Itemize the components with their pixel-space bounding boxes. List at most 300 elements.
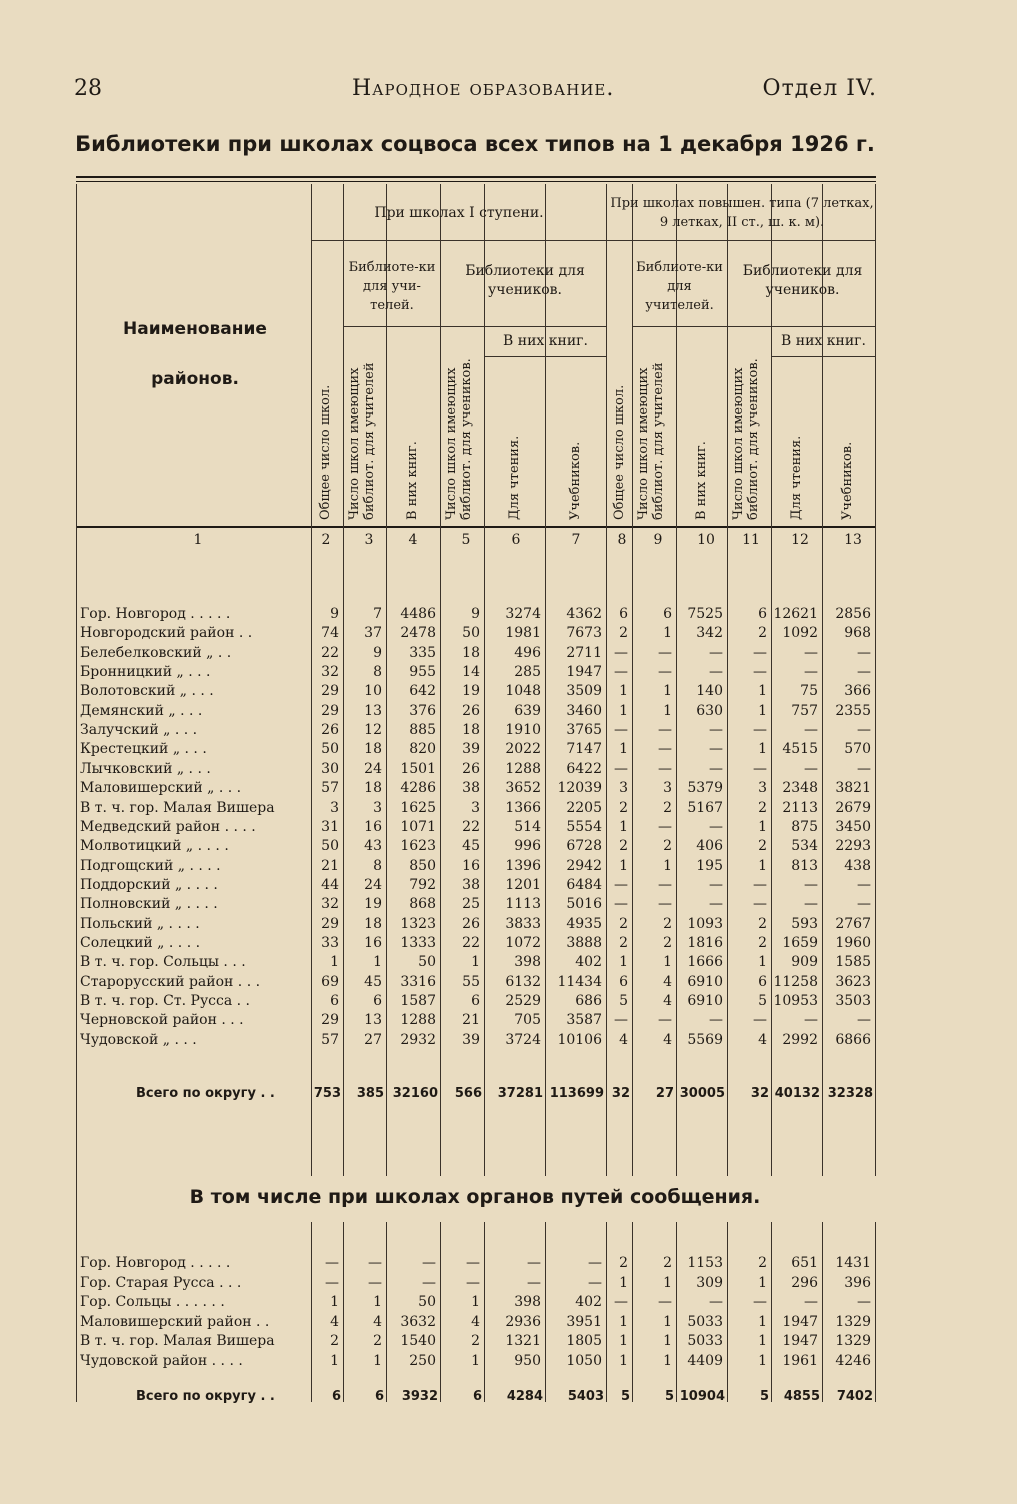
total-cell: 385 [356,1086,384,1101]
table-cell: 438 [844,857,871,874]
table-cell: 50 [462,625,480,642]
table-cell: 6 [758,973,767,990]
table-cell: 1585 [835,954,871,971]
table-cell: 39 [462,741,480,758]
total-cell: 37281 [497,1086,543,1101]
column-group-header: Библиоте-ки для учи-телей. [348,260,436,313]
table-cell: — [658,760,672,777]
table-cell: — [709,818,723,835]
column-number: 9 [653,532,663,548]
table-cell: 1659 [782,934,818,951]
district-name: Залучский „ . . . [80,722,198,739]
table-cell: 6 [758,606,767,622]
table-cell: 8 [373,857,382,874]
district-name: Черновской район . . . [80,1012,244,1029]
table-cell: — [709,741,723,758]
table-cell: 3652 [505,780,541,797]
total-cell: 30005 [679,1086,725,1101]
table-cell: — [753,876,767,893]
table-cell: 5016 [566,896,602,913]
table-cell: 2 [619,799,628,816]
table-cell: 1 [663,1274,672,1291]
district-name: Бронницкий „ . . . [80,664,211,681]
table-cell: — [753,896,767,913]
column-number: 2 [321,532,331,548]
table-cell: — [709,1012,723,1029]
table-cell: 25 [462,896,480,913]
total-cell: 6 [472,1389,482,1404]
column-number: 6 [511,532,521,548]
district-name: Белебелковский „ . . [80,644,232,661]
table-cell: — [588,1274,602,1291]
table-cell: — [857,1012,871,1029]
table-cell: 1 [619,954,628,971]
table-cell: 1 [330,1294,339,1310]
table-cell: 1 [758,1313,767,1330]
rule [76,184,77,1402]
table-cell: — [804,896,818,913]
table-cell: 4 [619,1031,628,1048]
table-cell: 1396 [505,857,541,874]
table-cell: 74 [321,625,339,642]
total-cell: 113699 [549,1086,604,1101]
table-cell: 2355 [835,702,871,719]
table-cell: 376 [409,702,436,719]
table-cell: — [709,664,723,681]
total-cell: 753 [313,1086,341,1101]
table-cell: — [709,644,723,661]
table-cell: 22 [462,934,480,951]
table-cell: 570 [844,741,871,758]
total-cell: 5 [620,1389,630,1404]
table-cell: 1 [619,702,628,719]
table-cell: — [857,664,871,681]
table-cell: 10953 [773,993,818,1009]
table-cell: 2 [758,1255,767,1271]
table-cell: 705 [514,1012,541,1029]
column-group-header: При школах I ступени. [374,205,544,221]
page-number: 28 [74,76,102,101]
district-name: Лычковский „ . . . [80,760,211,777]
table-cell: 514 [514,818,541,835]
table-cell: 3509 [566,683,602,700]
table-cell: — [857,896,871,913]
table-cell: 4515 [782,741,818,758]
table-cell: 4409 [687,1352,723,1369]
table-cell: 18 [364,741,382,758]
table-cell: 1 [758,818,767,835]
table-cell: 7525 [687,606,723,622]
table-cell: 2 [663,1255,672,1271]
total-cell: 6 [331,1389,341,1404]
table-cell: 45 [462,838,480,855]
table-cell: — [325,1255,339,1271]
district-name: Гор. Сольцы . . . . . . [80,1294,225,1310]
column-header: Для чтения. [507,435,522,520]
table-cell: 19 [462,683,480,700]
total-cell: 5403 [567,1389,604,1404]
table-cell: 1 [619,1352,628,1369]
table-cell: 2 [758,915,767,932]
column-header: Общее число школ. [318,384,333,520]
rule [311,240,875,241]
total-cell: 5 [759,1389,769,1404]
table-cell: 2 [663,838,672,855]
table-cell: 2205 [566,799,602,816]
column-header: Учебников. [840,441,855,520]
table-cell: 2 [330,1333,339,1349]
table-cell: 3450 [835,818,871,835]
column-number: 8 [617,532,627,548]
table-cell: 39 [462,1031,480,1048]
district-name: В т. ч. гор. Ст. Русса . . [80,993,251,1009]
table-cell: 2711 [566,644,602,661]
table-cell: 1805 [566,1333,602,1349]
table-cell: 6 [619,606,628,622]
table-cell: 11434 [557,973,602,990]
rule [771,356,875,357]
table-cell: 50 [418,1294,436,1310]
table-cell: 32 [321,896,339,913]
table-cell: 11258 [773,973,818,990]
column-group-header: В них книг. [781,333,866,349]
column-number: 3 [364,532,374,548]
table-cell: 2 [619,934,628,951]
table-cell: 1329 [835,1333,871,1349]
table-cell: 26 [462,702,480,719]
table-cell: — [709,896,723,913]
table-cell: — [368,1255,382,1271]
table-cell: 8 [373,664,382,681]
table-cell: 14 [462,664,480,681]
table-cell: — [753,760,767,777]
running-header: Народное образование. [352,76,615,101]
district-name: Маловишерский „ . . . [80,780,242,797]
rule [76,176,876,178]
table-cell: 4246 [835,1352,871,1369]
table-cell: 1816 [687,934,723,951]
table-cell: 10106 [557,1031,602,1048]
table-cell: 26 [462,760,480,777]
column-header: Учебников. [568,441,583,520]
table-title: Библиотеки при школах соцвоса всех типов на 1 декабря 1926 г. [75,132,875,156]
district-name: Подгощский „ . . . . [80,857,221,874]
total-label: Всего по округу . . [136,1389,275,1404]
table-cell: 7673 [566,625,602,642]
total-cell: 3932 [401,1389,438,1404]
table-cell: 2113 [782,799,818,816]
rule [76,181,876,182]
table-cell: 2 [663,934,672,951]
table-cell: — [753,1294,767,1310]
rule [76,526,876,528]
total-cell: 7402 [836,1389,873,1404]
table-cell: 6728 [566,838,602,855]
total-cell: 27 [655,1086,674,1101]
table-cell: — [709,722,723,739]
table-cell: 1 [619,1313,628,1330]
rule [484,356,606,357]
table-cell: 22 [462,818,480,835]
table-cell: 2 [663,915,672,932]
column-header: В них книг. [694,441,709,520]
table-cell: 2942 [566,857,602,874]
table-cell: 12621 [773,606,818,622]
table-cell: — [368,1274,382,1291]
table-cell: 1 [471,954,480,971]
table-cell: 1329 [835,1313,871,1330]
table-cell: 1431 [835,1255,871,1271]
district-name: В т. ч. гор. Малая Вишера [80,1333,275,1349]
district-name: Солецкий „ . . . . [80,934,201,951]
column-number: 7 [571,532,581,548]
table-cell: 2767 [835,915,871,932]
table-cell: 3833 [505,915,541,932]
table-cell: 1910 [505,722,541,739]
table-cell: 1 [758,857,767,874]
table-cell: 1540 [400,1333,436,1349]
table-cell: 26 [321,722,339,739]
table-cell: 402 [575,954,602,971]
table-cell: 398 [514,954,541,971]
table-cell: 2 [619,838,628,855]
table-cell: — [753,664,767,681]
table-cell: 43 [364,838,382,855]
column-number: 12 [791,532,809,548]
table-cell: 4935 [566,915,602,932]
table-cell: 4486 [400,606,436,622]
table-cell: 38 [462,876,480,893]
table-cell: 6 [330,993,339,1009]
section-label: Отдел IV. [762,76,877,101]
table-cell: 1625 [400,799,436,816]
total-cell: 10904 [679,1389,725,1404]
table-cell: 24 [364,876,382,893]
table-cell: 1 [758,1333,767,1349]
table-cell: 406 [696,838,723,855]
table-cell: 813 [791,857,818,874]
rule [343,326,606,327]
table-cell: 4 [663,1031,672,1048]
table-cell: 33 [321,934,339,951]
table-cell: 1113 [505,896,541,913]
table-cell: 2932 [400,1031,436,1048]
table-cell: 1 [758,702,767,719]
table-cell: 3 [471,799,480,816]
table-cell: — [658,876,672,893]
total-cell: 6 [374,1389,384,1404]
table-cell: 1 [758,1352,767,1369]
table-cell: 3632 [400,1313,436,1330]
table-cell: 6132 [505,973,541,990]
total-cell: 32328 [827,1086,873,1101]
table-cell: 4 [471,1313,480,1330]
table-cell: — [857,1294,871,1310]
table-cell: — [753,1012,767,1029]
table-cell: 18 [462,644,480,661]
table-cell: 6484 [566,876,602,893]
district-name: Маловишерский район . . [80,1313,270,1330]
table-cell: — [804,644,818,661]
table-cell: 1587 [400,993,436,1009]
table-cell: — [614,644,628,661]
table-cell: 3888 [566,934,602,951]
table-cell: 1 [758,954,767,971]
table-cell: 3724 [505,1031,541,1048]
table-cell: 31 [321,818,339,835]
table-cell: 2856 [835,606,871,622]
total-cell: 32160 [392,1086,438,1101]
table-cell: 3460 [566,702,602,719]
table-cell: 57 [321,780,339,797]
table-cell: 3 [373,799,382,816]
total-cell: 32 [611,1086,630,1101]
table-cell: 396 [844,1274,871,1291]
district-name: Чудовской район . . . . [80,1352,243,1369]
table-cell: 1 [619,818,628,835]
table-cell: 22 [321,644,339,661]
table-cell: — [804,722,818,739]
table-cell: 3821 [835,780,871,797]
table-cell: 195 [696,857,723,874]
table-cell: 29 [321,1012,339,1029]
table-cell: 1 [663,683,672,700]
table-cell: 6910 [687,993,723,1009]
table-cell: 19 [364,896,382,913]
table-cell: 868 [409,896,436,913]
table-cell: 309 [696,1274,723,1291]
table-cell: 1 [758,1274,767,1291]
table-cell: 1 [619,1274,628,1291]
column-group-header: Библиотеки для учеников. [465,263,585,298]
district-name: В т. ч. гор. Малая Вишера [80,799,275,816]
table-cell: 1 [373,954,382,971]
district-name: Демянский „ . . . [80,702,203,719]
table-cell: 1288 [505,760,541,777]
table-cell: 2 [471,1333,480,1349]
table-cell: 2529 [505,993,541,1009]
total-label: Всего по округу . . [136,1086,275,1101]
table-cell: 3 [663,780,672,797]
table-cell: 2 [619,625,628,642]
column-number: 5 [461,532,471,548]
table-cell: 1050 [566,1352,602,1369]
table-cell: 1323 [400,915,436,932]
table-cell: — [658,1294,672,1310]
table-cell: 37 [364,625,382,642]
district-name: Медведский район . . . . [80,818,256,835]
column-header: Число школ имеющих библиот. для учителей [636,362,666,520]
district-name: Гор. Старая Русса . . . [80,1274,242,1291]
table-cell: — [804,876,818,893]
table-cell: 1 [619,1333,628,1349]
table-cell: 2478 [400,625,436,642]
table-cell: 1623 [400,838,436,855]
table-cell: 1 [471,1294,480,1310]
table-cell: — [325,1274,339,1291]
table-cell: 1981 [505,625,541,642]
table-cell: 4362 [566,606,602,622]
district-name: Старорусский район . . . [80,973,261,990]
table-cell: 50 [418,954,436,971]
column-number: 11 [742,532,760,548]
table-cell: 820 [409,741,436,758]
table-cell: 909 [791,954,818,971]
table-cell: — [753,722,767,739]
table-cell: — [857,876,871,893]
table-cell: 296 [791,1274,818,1291]
table-cell: 1072 [505,934,541,951]
district-name: Поддорский „ . . . . [80,876,218,893]
table-cell: 1 [663,954,672,971]
table-cell: 2 [619,915,628,932]
table-cell: — [709,1294,723,1310]
table-cell: — [614,722,628,739]
table-cell: 6910 [687,973,723,990]
table-cell: — [709,876,723,893]
table-cell: 1 [663,857,672,874]
table-cell: — [614,896,628,913]
section-subtitle: В том числе при школах органов путей сообщения. [189,1186,761,1208]
district-name: Новгородский район . . [80,625,253,642]
district-name: Крестецкий „ . . . [80,741,207,758]
table-cell: 29 [321,702,339,719]
table-cell: 250 [409,1352,436,1369]
table-cell: 1321 [505,1333,541,1349]
column-header: Число школ имеющих библиот. для учеников. [731,358,761,520]
table-cell: 398 [514,1294,541,1310]
table-cell: — [614,760,628,777]
table-cell: 366 [844,683,871,700]
district-name: Гор. Новгород . . . . . [80,1255,231,1271]
column-number: 4 [408,532,418,548]
table-cell: 3765 [566,722,602,739]
table-cell: 496 [514,644,541,661]
table-cell: 1 [663,625,672,642]
table-cell: — [753,644,767,661]
table-cell: 1 [373,1294,382,1310]
table-cell: 1 [619,741,628,758]
table-cell: 5569 [687,1031,723,1048]
table-cell: 18 [462,722,480,739]
table-cell: 21 [462,1012,480,1029]
table-cell: 639 [514,702,541,719]
total-cell: 40132 [774,1086,820,1101]
table-cell: 18 [364,780,382,797]
column-number: 1 [193,532,203,548]
table-cell: 1048 [505,683,541,700]
table-cell: 1333 [400,934,436,951]
table-cell: 32 [321,664,339,681]
table-cell: — [422,1255,436,1271]
table-cell: 6 [373,993,382,1009]
table-cell: 16 [462,857,480,874]
table-cell: — [709,760,723,777]
table-cell: 16 [364,818,382,835]
district-name: Польский „ . . . . [80,915,200,932]
table-cell: — [658,722,672,739]
table-cell: 1366 [505,799,541,816]
table-cell: — [658,896,672,913]
table-cell: 2293 [835,838,871,855]
table-cell: 4286 [400,780,436,797]
table-cell: 55 [462,973,480,990]
table-cell: 24 [364,760,382,777]
table-cell: 1 [330,1352,339,1369]
table-cell: 1 [663,1352,672,1369]
district-name: Полновский „ . . . . [80,896,218,913]
table-cell: 1666 [687,954,723,971]
